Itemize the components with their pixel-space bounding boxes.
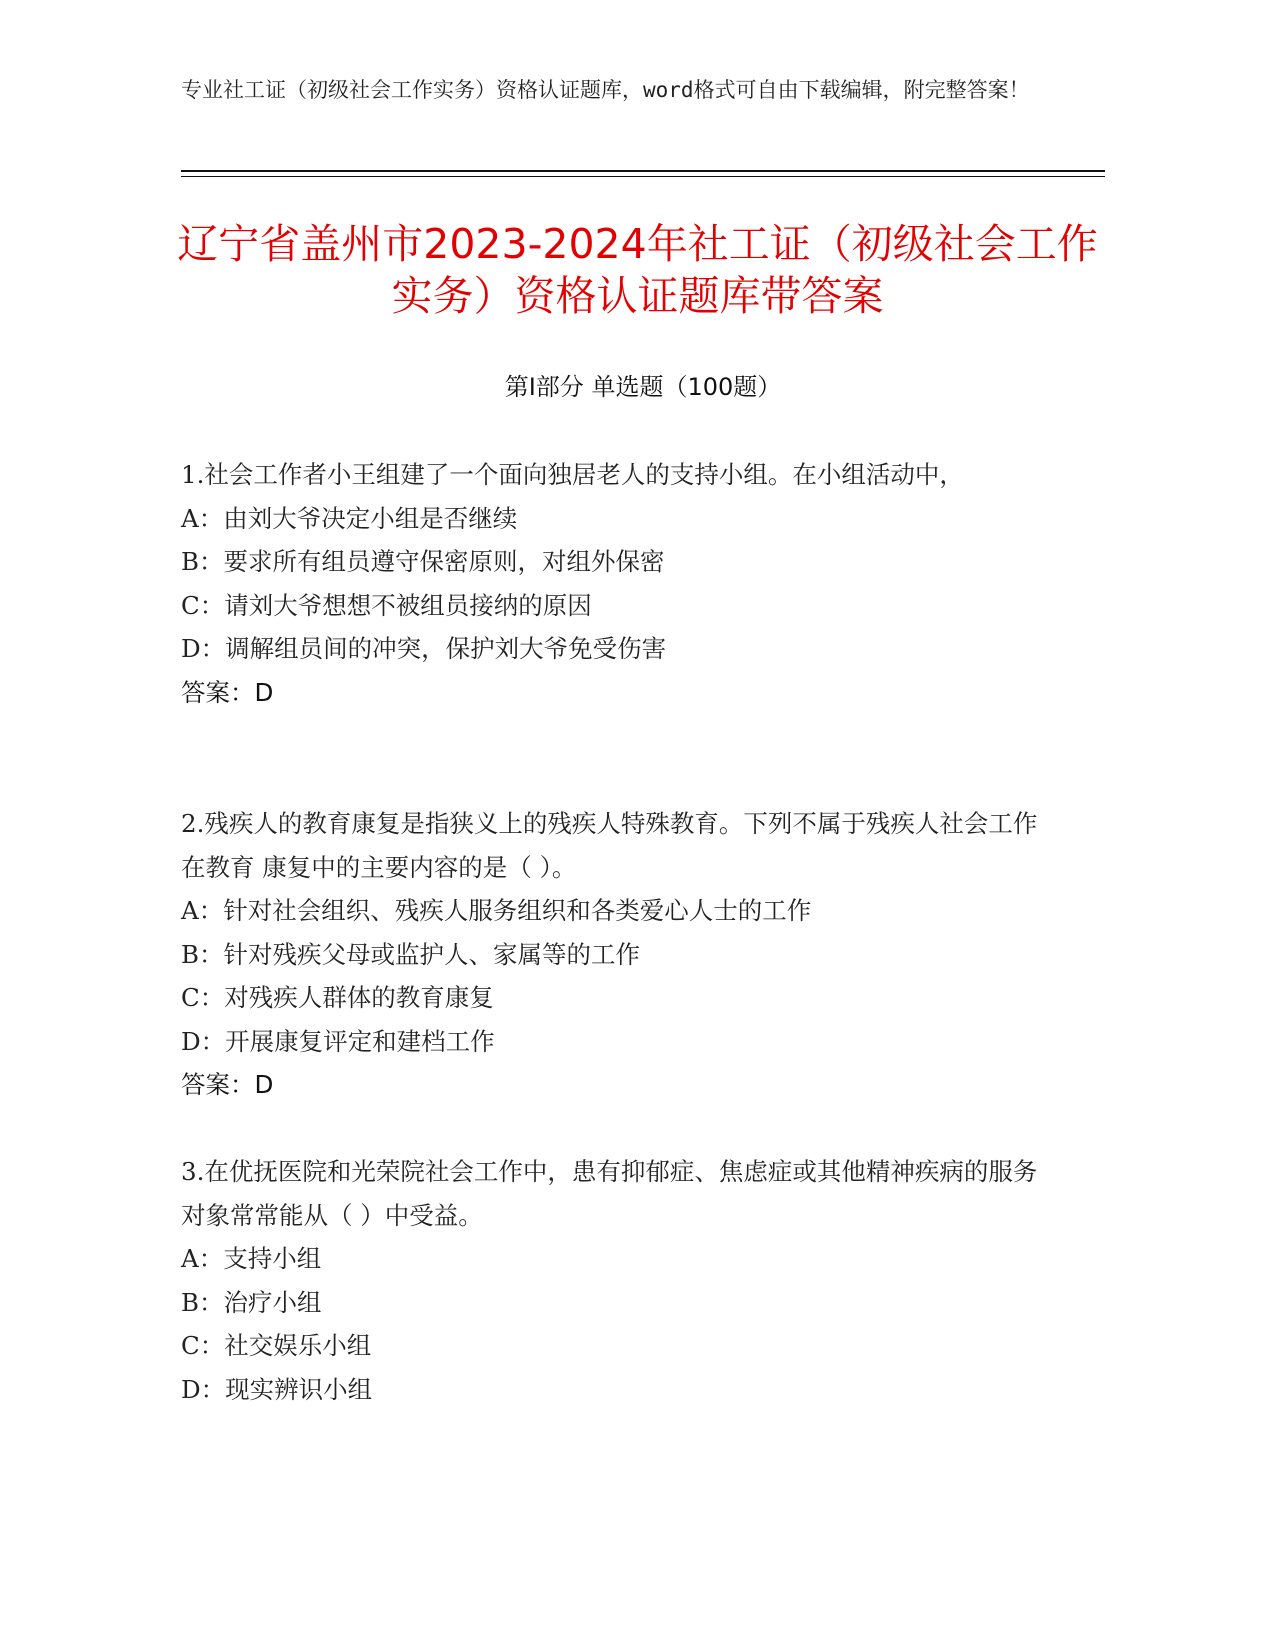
option-b: B：治疗小组 — [181, 1287, 322, 1317]
option-c: C：社交娱乐小组 — [181, 1331, 372, 1360]
question-2 — [181, 802, 1041, 1107]
option-d: D：调解组员间的冲突，保护刘大爷免受伤害 — [181, 634, 667, 663]
answer-line: 答案：D — [181, 1070, 274, 1099]
option-b: B：针对残疾父母或监护人、家属等的工作 — [181, 939, 641, 969]
option-a: A：由刘大爷决定小组是否继续 — [181, 503, 518, 533]
option-b: B：要求所有组员遵守保密原则，对组外保密 — [181, 547, 665, 576]
answer-line: 答案：D — [181, 677, 274, 707]
header-divider-thick — [181, 170, 1105, 172]
option-d: D：现实辨识小组 — [181, 1374, 373, 1404]
document-title: 辽宁省盖州市2023-2024年社工证（初级社会工作实务）资格认证题库带答案 — [177, 220, 1098, 320]
header-note: 专业社工证（初级社会工作实务）资格认证题库，word格式可自由下载编辑，附完整答案！ — [181, 78, 1030, 102]
question-3 — [181, 1150, 1041, 1411]
option-c: C：对残疾人群体的教育康复 — [181, 983, 494, 1012]
option-a: A：支持小组 — [181, 1244, 322, 1273]
option-a: A：针对社会组织、残疾人服务组织和各类爱心人士的工作 — [181, 896, 812, 925]
option-d: D：开展康复评定和建档工作 — [181, 1026, 495, 1056]
question-stem: 3.在优抚医院和光荣院社会工作中，患有抑郁症、焦虑症或其他精神疾病的服务对象常常能从（ ）中受益。 — [181, 1157, 1038, 1230]
question-stem: 2.残疾人的教育康复是指狭义上的残疾人特殊教育。下列不属于残疾人社会工作在教育 康复中的主要内容的是（ ）。 — [181, 809, 1038, 882]
section-heading: 第Ⅰ部分 单选题（100题） — [504, 373, 782, 401]
question-stem: 1.社会工作者小王组建了一个面向独居老人的支持小组。在小组活动中， — [181, 460, 964, 489]
question-1 — [181, 453, 1041, 714]
header-divider-thin — [181, 176, 1105, 177]
option-c: C：请刘大爷想想不被组员接纳的原因 — [181, 590, 592, 620]
